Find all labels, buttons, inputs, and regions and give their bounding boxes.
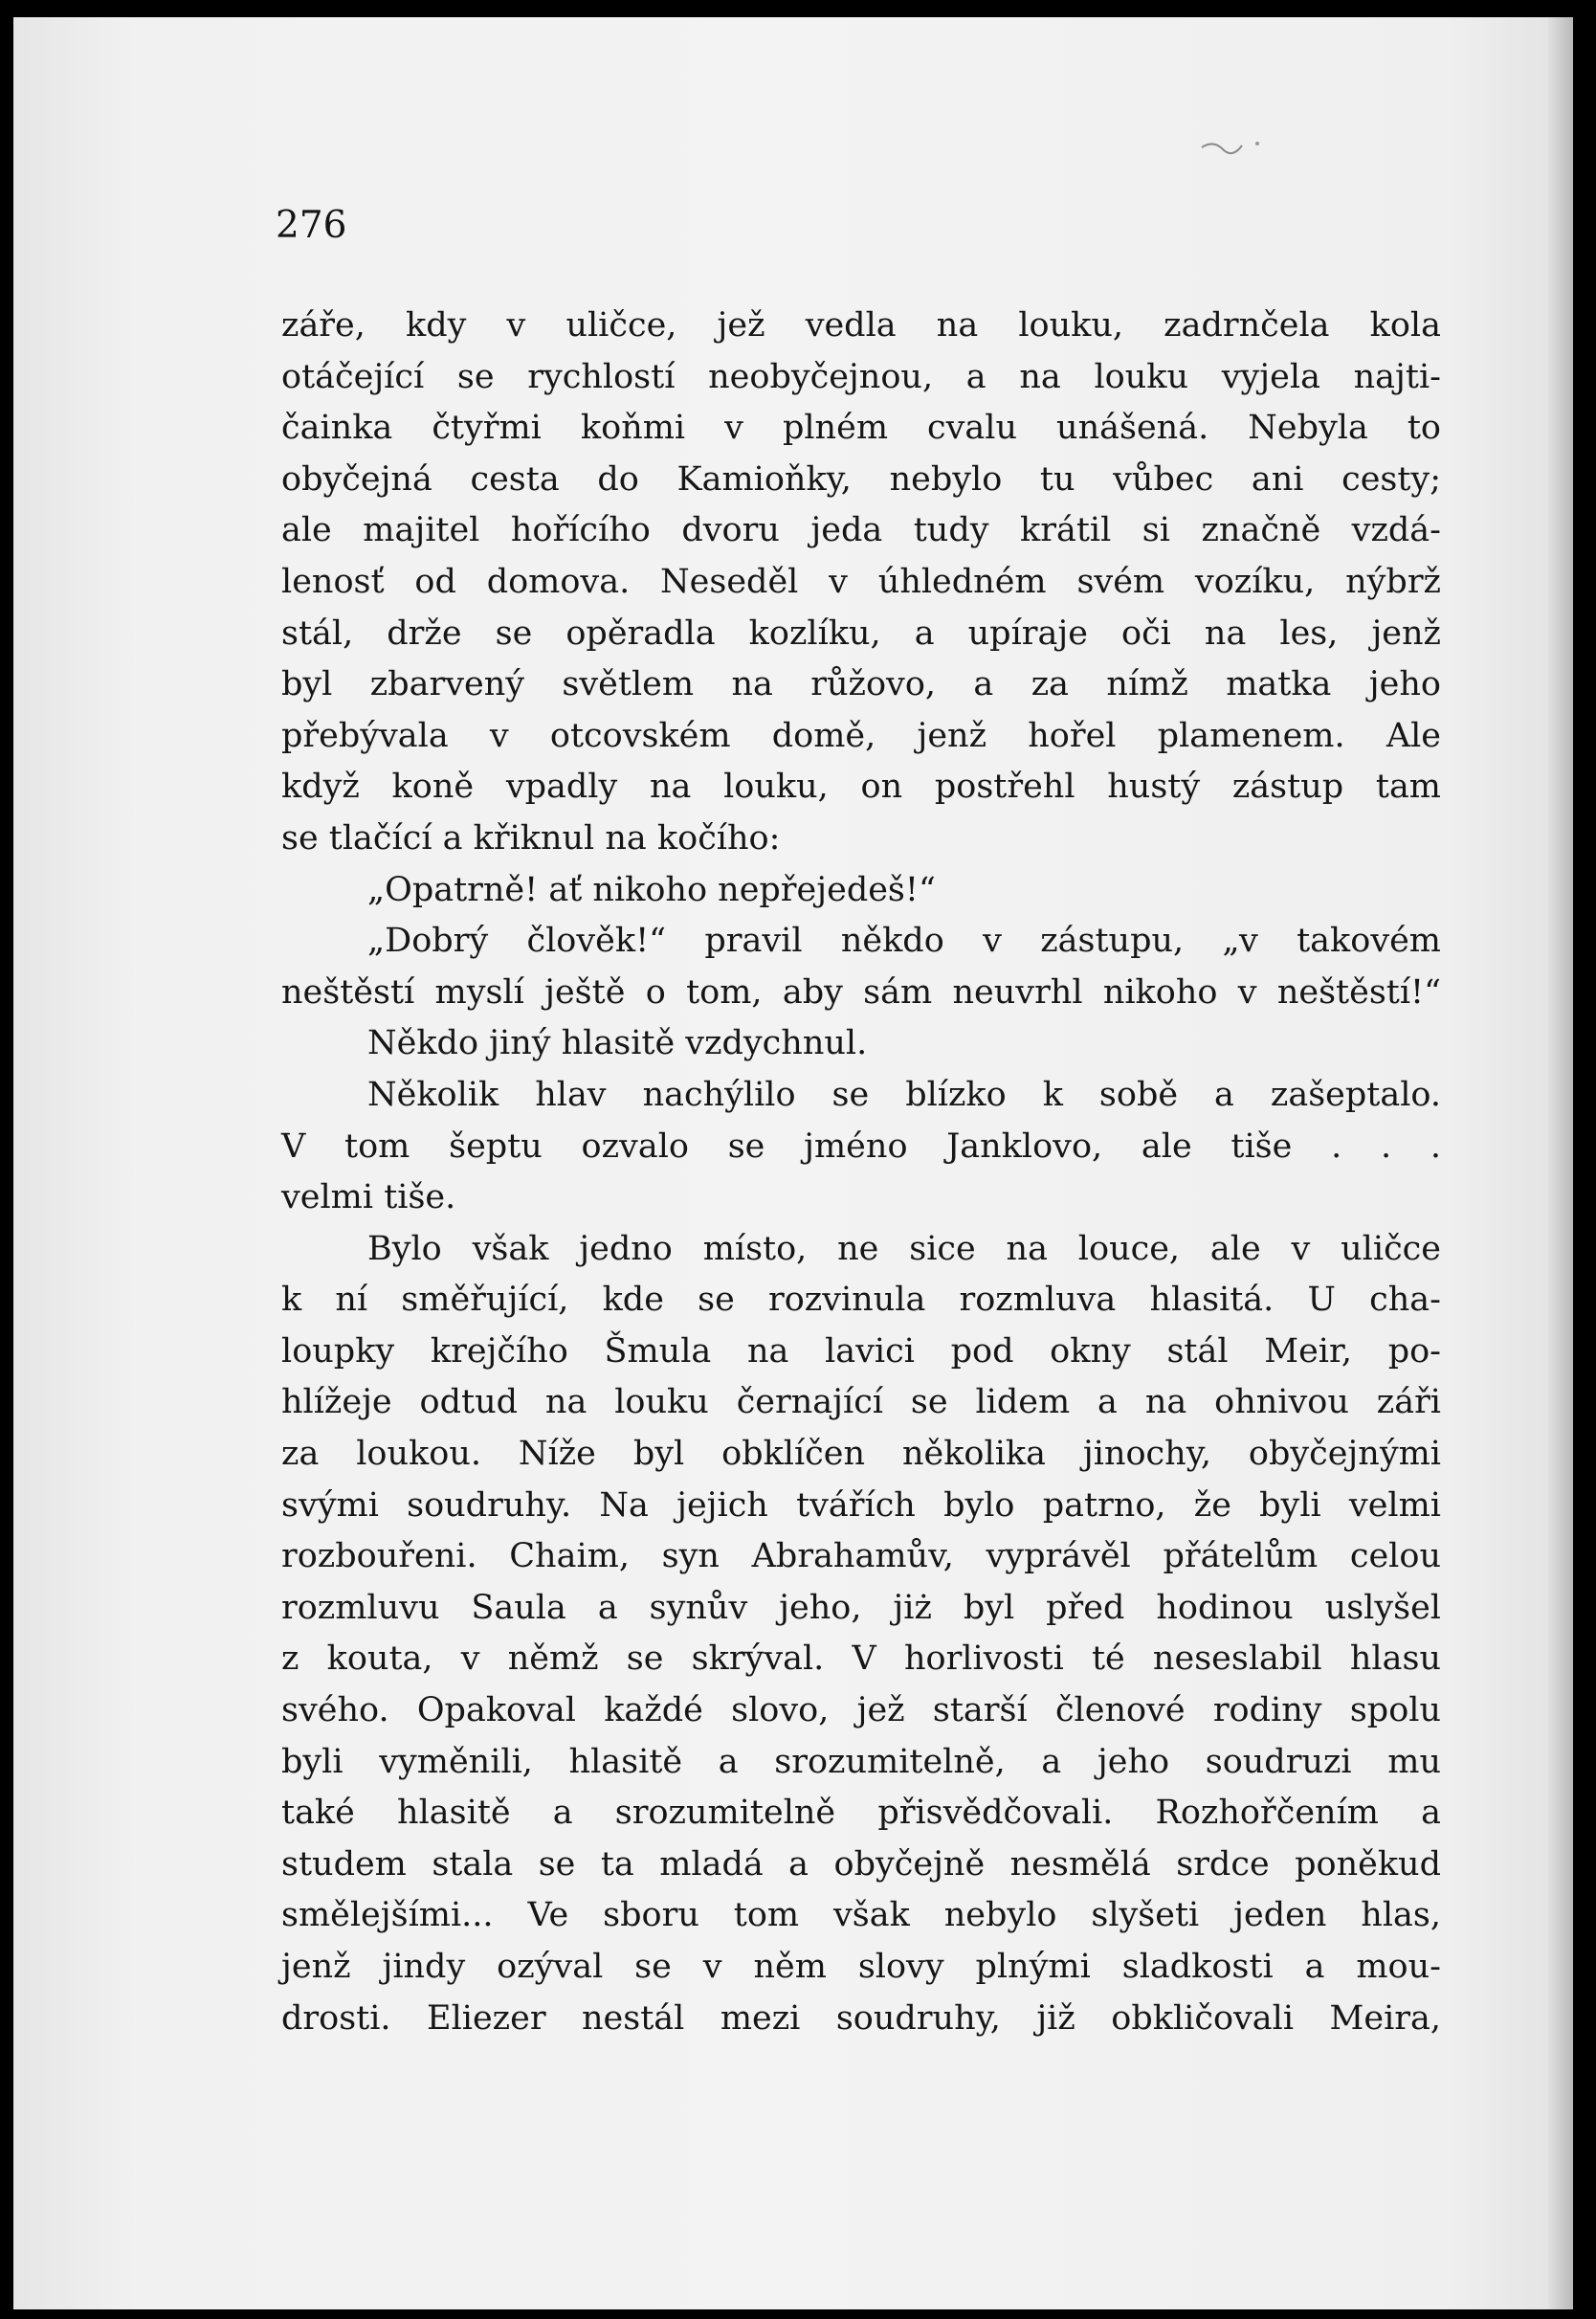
text-line: velmi tiše. xyxy=(281,1178,456,1217)
text-line: neštěstí myslí ještě o tom, aby sám neuvrhl nikoho v neštěstí!“ xyxy=(281,972,1441,1012)
text-line: byl zbarvený světlem na růžovo, a za nímž matka jeho xyxy=(281,665,1441,704)
text-line: čainka čtyřmi koňmi v plném cvalu unášená. Nebyla to xyxy=(281,409,1441,448)
text-line: smělejšími... Ve sboru tom však nebylo slyšeti jeden hlas, xyxy=(281,1896,1441,1935)
text-line: obyčejná cesta do Kamioňky, nebylo tu vůbec ani cesty; xyxy=(281,459,1441,499)
text-line: se tlačící a křiknul na kočího: xyxy=(281,818,781,858)
text-line: rozmluvu Saula a synův jeho, jiż byl před hodinou uslyšel xyxy=(281,1588,1441,1627)
text-line: Několik hlav nachýlilo se blízko k sobě a zašeptalo. xyxy=(367,1075,1441,1114)
text-line: Někdo jiný hlasitě vzdychnul. xyxy=(367,1024,868,1063)
text-line: ale majitel hořícího dvoru jeda tudy krátil si značně vzdá- xyxy=(281,511,1441,550)
ink-specks xyxy=(1200,132,1324,170)
text-line: „Opatrně! ať nikoho nepřejedeš!“ xyxy=(367,870,936,909)
text-line: záře, kdy v uličce, jež vedla na louku, zadrnčela kola xyxy=(281,306,1441,345)
text-line: „Dobrý člověk!“ pravil někdo v zástupu, „v takovém xyxy=(367,922,1441,961)
page-number: 276 xyxy=(276,204,347,247)
text-line: svými soudruhy. Na jejich tvářích bylo patrno, že byli velmi xyxy=(281,1485,1441,1525)
text-line: hlížeje odtud na louku černající se lidem a na ohnivou záři xyxy=(281,1383,1441,1422)
text-line: z kouta, v němž se skrýval. V horlivosti té neseslabil hlasu xyxy=(281,1639,1441,1679)
text-line: V tom šeptu ozvalo se jméno Janklovo, ale tiše . . . xyxy=(281,1126,1441,1166)
text-line: stál, drže se opěradla kozlíku, a upíraje oči na les, jenž xyxy=(281,613,1441,653)
body-text xyxy=(281,301,1441,2044)
text-line: Bylo však jedno místo, ne sice na louce, ale v uličce xyxy=(367,1229,1441,1268)
text-line: za loukou. Níže byl obklíčen několika jinochy, obyčejnými xyxy=(281,1435,1441,1474)
text-line: když koně vpadly na louku, on postřehl hustý zástup tam xyxy=(281,768,1441,807)
page-edge-shadow xyxy=(1548,17,1573,2309)
text-line: drosti. Eliezer nestál mezi soudruhy, již obkličovali Meira, xyxy=(281,1998,1441,2038)
text-line: byli vyměnili, hlasitě a srozumitelně, a jeho soudruzi mu xyxy=(281,1742,1441,1781)
text-line: studem stala se ta mladá a obyčejně nesmělá srdce poněkud xyxy=(281,1844,1441,1884)
text-line: loupky krejčího Šmula na lavici pod okny stál Meir, po- xyxy=(281,1331,1441,1371)
text-line: k ní směřující, kde se rozvinula rozmluva hlasitá. U cha- xyxy=(281,1281,1441,1320)
text-line: jenž jindy ozýval se v něm slovy plnými sladkosti a mou- xyxy=(281,1948,1441,1986)
text-line: svého. Opakoval každé slovo, jež starší členové rodiny spolu xyxy=(281,1691,1441,1730)
text-line: přebývala v otcovském domě, jenž hořel plamenem. Ale xyxy=(281,716,1441,755)
text-line: rozbouřeni. Chaim, syn Abrahamův, vyprávěl přátelům celou xyxy=(281,1537,1441,1576)
text-line: také hlasitě a srozumitelně přisvědčovali. Rozhořčením a xyxy=(281,1794,1441,1833)
book-page xyxy=(13,17,1573,2309)
text-line: lenosť od domova. Neseděl v úhledném svém vozíku, nýbrž xyxy=(281,562,1441,601)
text-line: otáčející se rychlostí neobyčejnou, a na louku vyjela najti- xyxy=(281,357,1441,396)
